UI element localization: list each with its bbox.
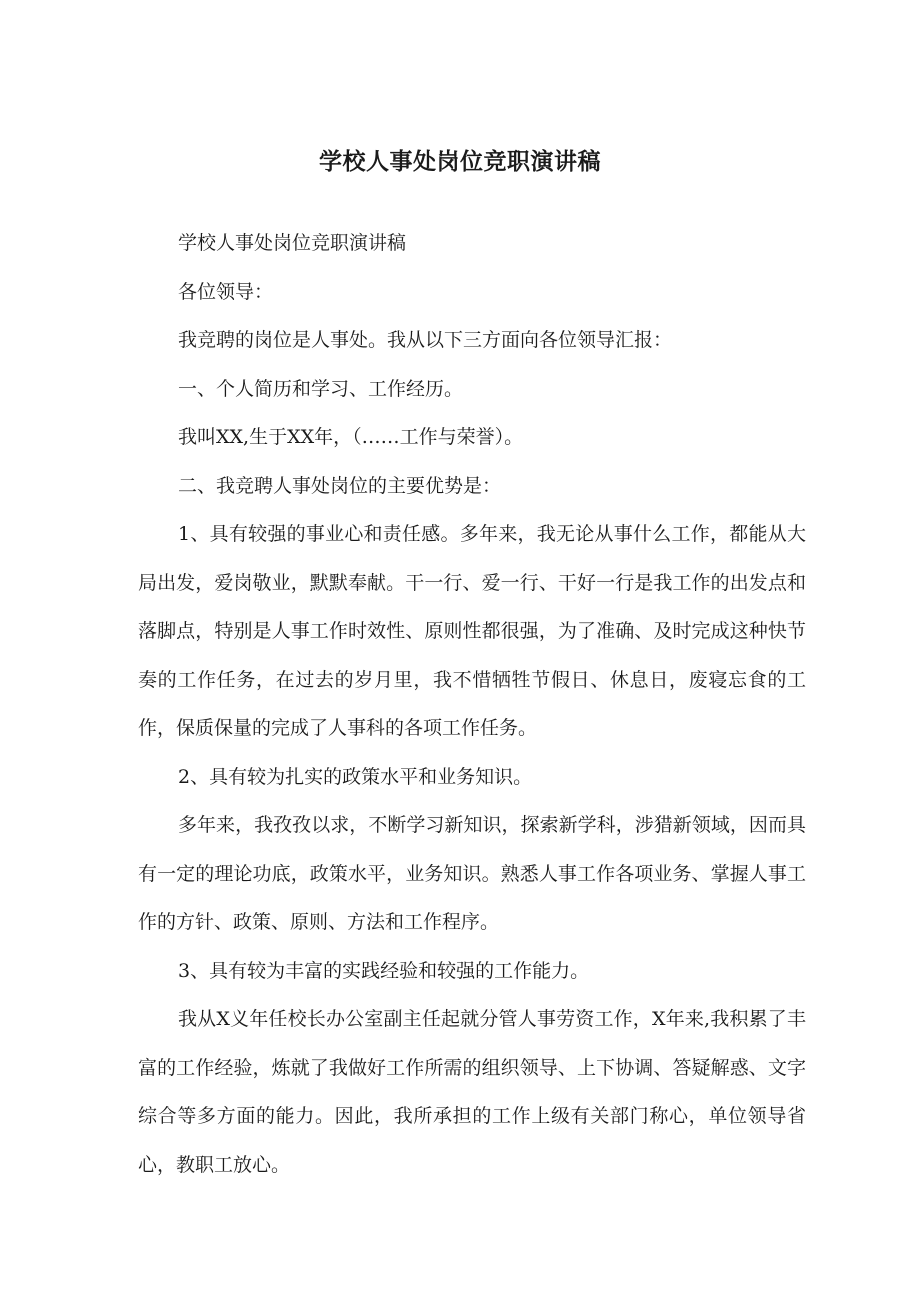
paragraph-advantage-3-body: 我从X义年任校长办公室副主任起就分管人事劳资工作，X年来,我积累了丰富的工作经验，炼就了我做好工作所需的组织领导、上下协调、答疑解惑、文字综合等多方面的能力。因此，我所承担的工作上级有关部门称心，单位领导省心，教职工放心。: [138, 1008, 806, 1176]
paragraph-salutation: 各位领导：: [178, 280, 274, 303]
section-heading-1: 一、个人简历和学习、工作经历。: [178, 377, 464, 400]
paragraph-advantage-1: 1、具有较强的事业心和责任感。多年来，我无论从事什么工作，都能从大局出发，爱岗敬业，默默奉献。干一行、爱一行、干好一行是我工作的出发点和落脚点，特别是人事工作时效性、原则性都很强，为了准确、及时完成这种快节奏的工作任务，在过去的岁月里，我不惜牺牲节假日、休息日，废寝忘食的工作，保质保量的完成了人事科的各项工作任务。: [138, 523, 806, 739]
document-body: [138, 219, 806, 1189]
paragraph-subtitle: 学校人事处岗位竞职演讲稿: [178, 232, 407, 254]
document-title: 学校人事处岗位竞职演讲稿: [319, 149, 601, 175]
section-heading-2: 二、我竞聘人事处岗位的主要优势是：: [178, 474, 502, 497]
paragraph-intro: 我竞聘的岗位是人事处。我从以下三方面向各位领导汇报：: [178, 329, 673, 351]
paragraph-personal-info: 我叫XX,生于XX年，（……工作与荣誉）。: [178, 426, 524, 448]
paragraph-advantage-2-body: 多年来，我孜孜以求，不断学习新知识，探索新学科，涉猎新领域，因而具有一定的理论功底，政策水平，业务知识。熟悉人事工作各项业务、掌握人事工作的方针、政策、原则、方法和工作程序。: [138, 814, 806, 933]
paragraph-advantage-2-heading: 2、具有较为扎实的政策水平和业务知识。: [178, 765, 533, 788]
paragraph-advantage-3-heading: 3、具有较为丰富的实践经验和较强的工作能力。: [178, 959, 590, 982]
